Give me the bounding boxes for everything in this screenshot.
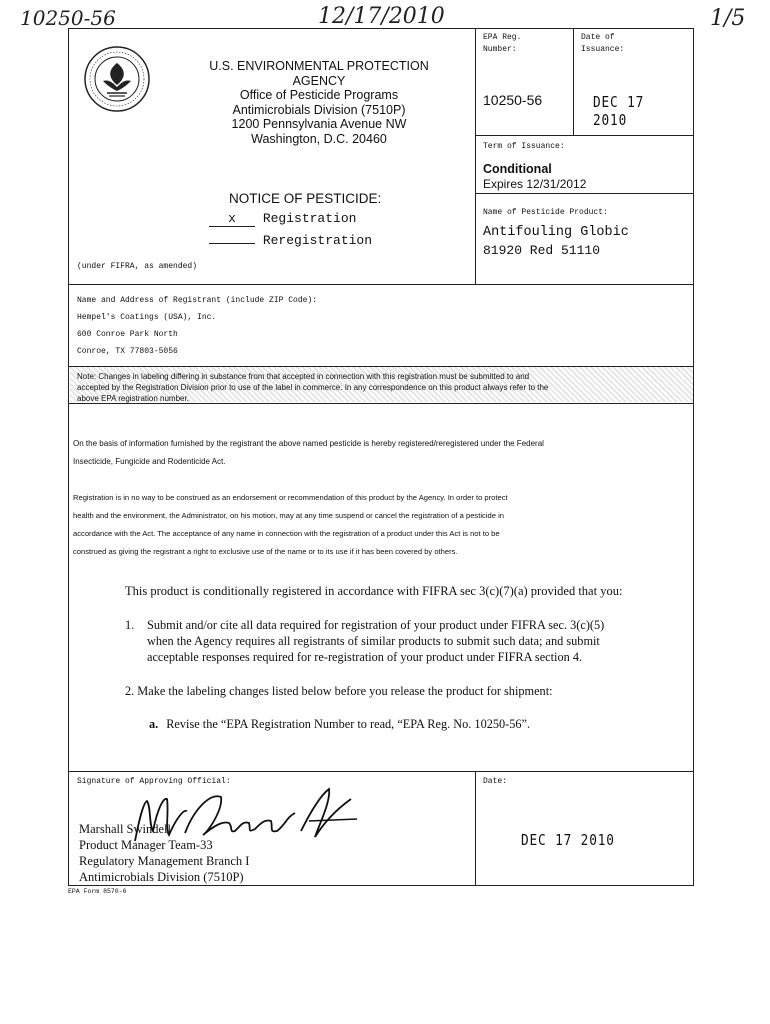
- disclaimer-line-4: construed as giving the registrant a right to exclusive use of the name or to its use if it has been covered by others.: [73, 547, 458, 556]
- issuance-label-line-2: Issuance:: [581, 45, 625, 54]
- agency-city: Washington, D.C. 20460: [251, 131, 387, 146]
- reregistration-option: [209, 229, 372, 248]
- registration-option: [209, 211, 356, 227]
- condition-item-1: [125, 617, 604, 665]
- note-line-2: accepted by the Registration Division prior to use of the label in commerce. In any correspondence on this product always refer to the: [77, 383, 549, 392]
- issuance-date-stamp: DEC 17 2010: [593, 93, 645, 129]
- condition-item-a: [149, 717, 530, 732]
- basis-line-2: Insecticide, Fungicide and Rodenticide Act.: [73, 457, 226, 466]
- registrant-block: [77, 292, 317, 360]
- handwritten-file-number: 10250-56: [20, 6, 116, 30]
- date-label: Date:: [483, 777, 508, 786]
- conditional-intro: This product is conditionally registered in accordance with FIFRA sec 3(c)(7)(a) provided that you:: [125, 584, 623, 598]
- note-line-1: Note: Changes in labeling differing in substance from that accepted in connection with this registration must be submitted to and: [77, 372, 530, 381]
- disclaimer-line-2: health and the environment, the Administrator, on his motion, may at any time suspend or cancel the registration of a pesticide in: [73, 511, 504, 520]
- agency-street: 1200 Pennsylvania Avenue NW: [231, 117, 407, 131]
- notice-form: [68, 28, 694, 886]
- registrant-street: 600 Conroe Park North: [77, 330, 178, 339]
- agency-line-1: U.S. ENVIRONMENTAL PROTECTION: [209, 59, 429, 73]
- agency-header: [187, 59, 451, 146]
- registration-label: Registration: [262, 211, 357, 226]
- handwritten-page-count: 1/5: [710, 6, 746, 31]
- signatory-title-2: Regulatory Management Branch I: [79, 854, 250, 868]
- registrant-label: Name and Address of Registrant (include ZIP Code):: [77, 296, 318, 305]
- item-1-number: 1.: [125, 618, 135, 632]
- registrant-city: Conroe, TX 77803-5056: [77, 347, 178, 356]
- signatory-block: [79, 821, 249, 885]
- product-name-line-2: 81920 Red 51110: [483, 243, 601, 258]
- signatory-title-3: Antimicrobials Division (7510P): [79, 870, 244, 884]
- item-a-letter: a.: [149, 717, 159, 731]
- epa-reg-label: [483, 32, 521, 56]
- term-expiry: Expires 12/31/2012: [483, 177, 587, 191]
- item-1-line-3: acceptable responses required for re-registration of your product under FIFRA section 4.: [147, 650, 583, 664]
- notice-title: NOTICE OF PESTICIDE:: [229, 191, 382, 206]
- under-fifra: (under FIFRA, as amended): [77, 262, 198, 271]
- issuance-label-line-1: Date of: [581, 33, 615, 42]
- reregistration-checkmark: [209, 229, 255, 244]
- item-1-line-1: Submit and/or cite all data required for registration of your product under FIFRA sec. 3(c)(5): [147, 618, 605, 632]
- note-text: [77, 371, 548, 404]
- epa-reg-label-line-1: EPA Reg.: [483, 33, 522, 42]
- agency-office: Office of Pesticide Programs: [239, 88, 399, 102]
- form-number: EPA Form 8570-6: [68, 888, 127, 895]
- item-1-line-2: when the Agency requires all registrants of similar products to submit such data; and submit: [147, 634, 600, 648]
- agency-line-2: AGENCY: [292, 73, 346, 88]
- note-line-3: above EPA registration number.: [77, 394, 189, 403]
- term-label: Term of Issuance:: [483, 142, 565, 151]
- signatory-title-1: Product Manager Team-33: [79, 838, 213, 852]
- signatory-name: Marshall Swindell: [79, 822, 172, 836]
- issuance-label: [581, 32, 624, 56]
- condition-item-2: 2. Make the labeling changes listed below before you release the product for shipment:: [125, 684, 553, 698]
- epa-reg-number: 10250-56: [483, 92, 543, 108]
- registrant-company: Hempel's Coatings (USA), Inc.: [77, 313, 217, 322]
- date-stamp: DEC 17 2010: [521, 831, 615, 849]
- disclaimer-line-1: Registration is in no way to be construed as an endorsement or recommendation of this product by the Agency. In order to protect: [73, 493, 508, 502]
- reregistration-label: Reregistration: [262, 233, 373, 248]
- epa-reg-label-line-2: Number:: [483, 45, 517, 54]
- basis-line-1: On the basis of information furnished by the registrant the above named pesticide is hereby registered/reregistered under the Federal: [73, 439, 544, 448]
- handwritten-date: 12/17/2010: [318, 4, 445, 29]
- term-value: Conditional: [483, 162, 552, 176]
- disclaimer-line-3: accordance with the Act. The acceptance of any name in connection with the registration of a product under this Act is not to be: [73, 529, 500, 538]
- item-a-text: Revise the “EPA Registration Number to read, “EPA Reg. No. 10250-56”.: [166, 717, 531, 731]
- agency-division: Antimicrobials Division (7510P): [232, 102, 406, 117]
- product-label: Name of Pesticide Product:: [483, 208, 608, 217]
- disclaimer-text: [73, 489, 508, 561]
- basis-text: [73, 435, 544, 471]
- signature-label: Signature of Approving Official:: [77, 777, 231, 786]
- product-name-line-1: Antifouling Globic: [483, 225, 629, 240]
- epa-seal-icon: [83, 45, 151, 113]
- registration-checkmark: x: [209, 211, 255, 227]
